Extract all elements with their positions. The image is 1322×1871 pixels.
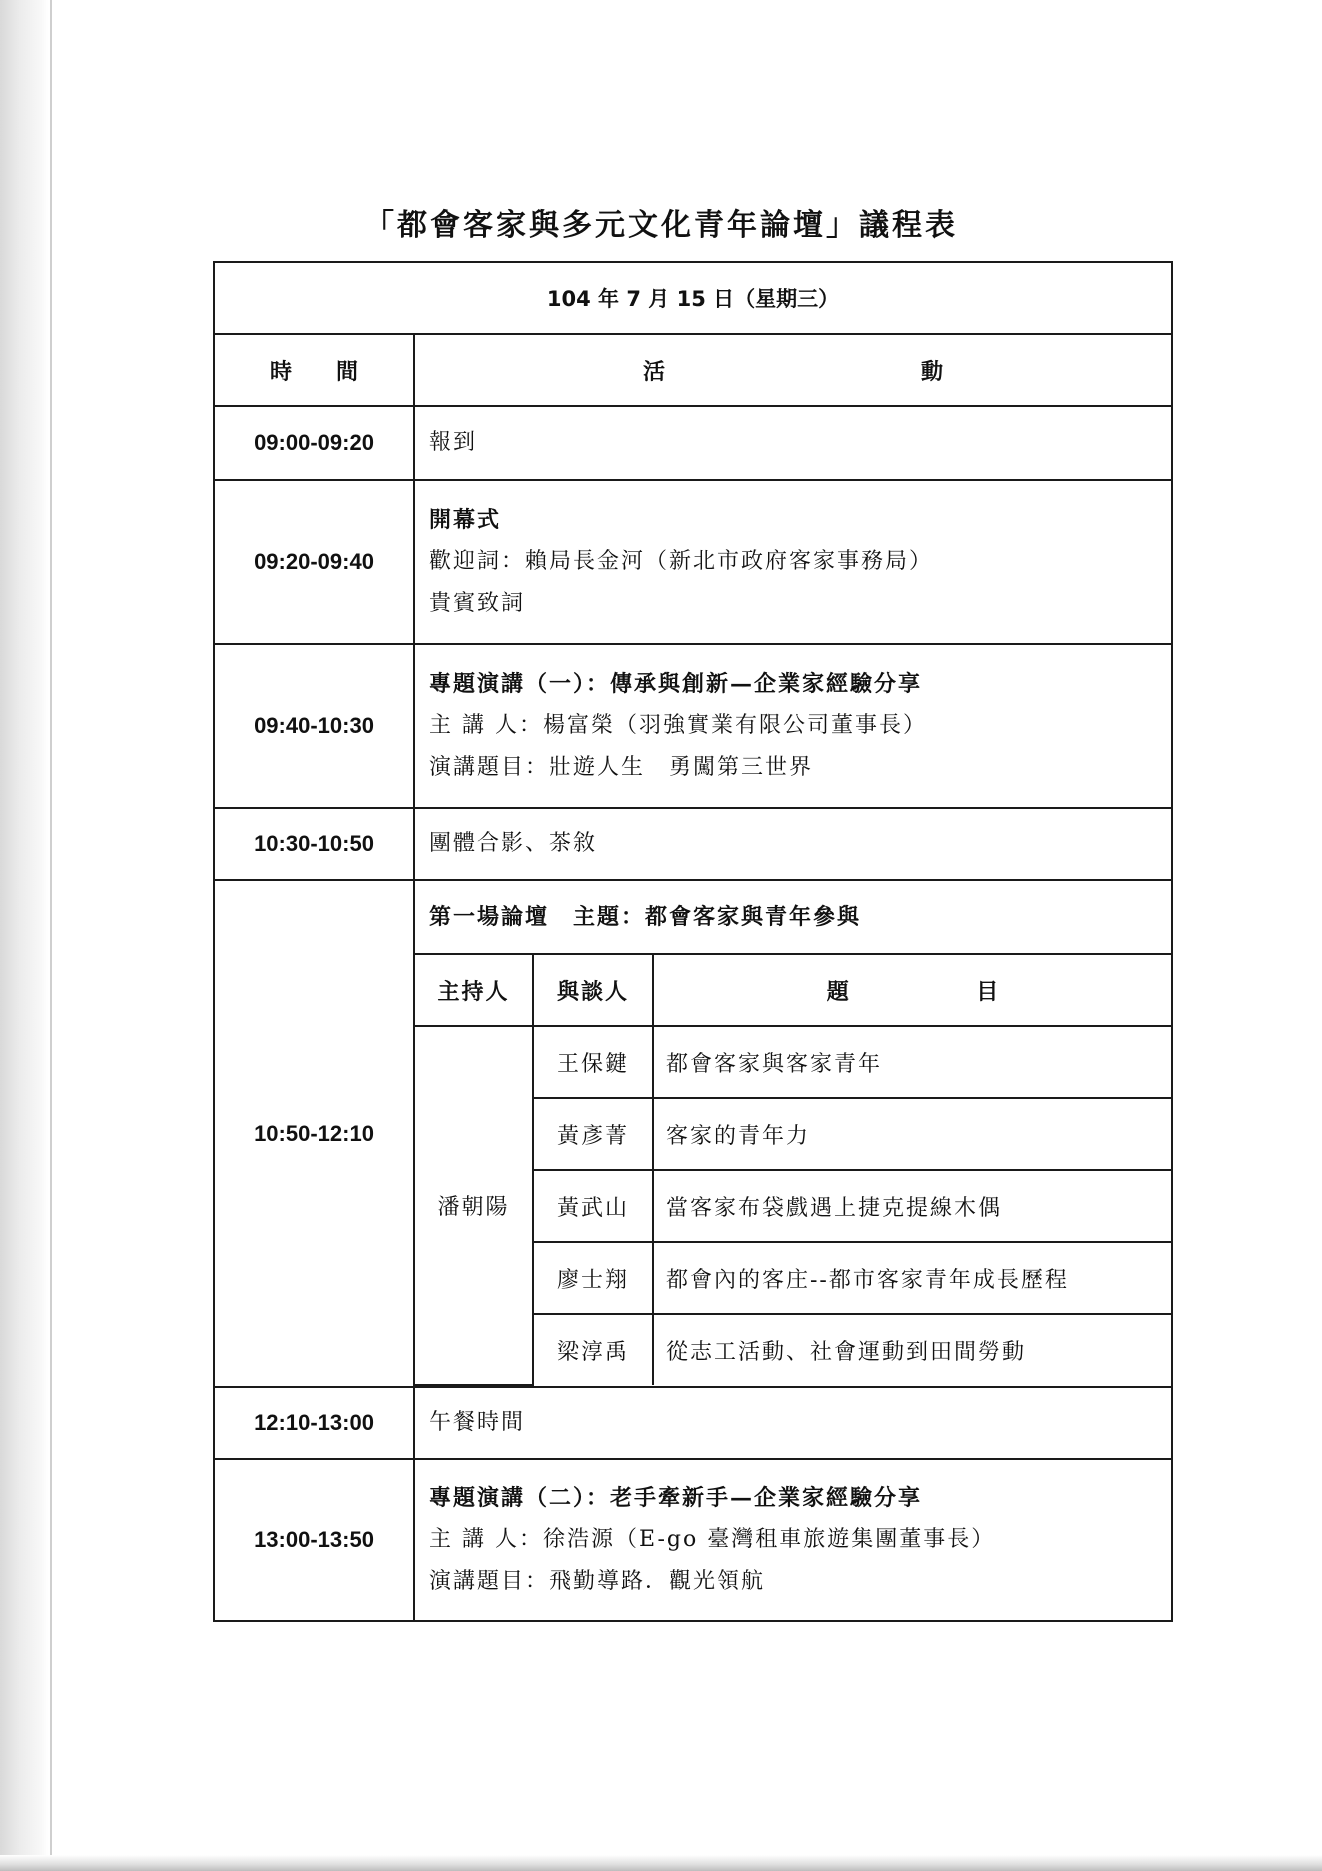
- time-header: 時 間: [214, 334, 414, 406]
- document-title: 「都會客家與多元文化青年論壇」議程表: [364, 208, 958, 243]
- panelist-name: 王保鍵: [533, 1026, 653, 1098]
- date-row: [214, 262, 1172, 334]
- slot-keynote-1: [214, 644, 1172, 808]
- slot-time: 09:20-09:40: [214, 480, 414, 644]
- agenda-table: [213, 261, 1173, 1622]
- slot-activity: 午餐時間: [414, 1387, 1172, 1459]
- slot-time: 13:00-13:50: [214, 1459, 414, 1621]
- scan-shadow-bottom: [0, 1855, 1322, 1871]
- host-col-header: 主持人: [415, 955, 533, 1026]
- panelist-name: 廖士翔: [533, 1242, 653, 1314]
- slot-heading: 開幕式: [429, 507, 502, 533]
- date-cell: 104 年 7 月 15 日（星期三）: [214, 262, 1172, 334]
- forum-title: 第一場論壇 主題：都會客家與青年參與: [415, 881, 1171, 955]
- panel-topic: 都會內的客庄--都市客家青年成長歷程: [653, 1242, 1173, 1314]
- panelist-name: 梁淳禹: [533, 1314, 653, 1385]
- forum-table: [415, 955, 1173, 1386]
- panel-topic: 都會客家與客家青年: [653, 1026, 1173, 1098]
- panelist-name: 黃武山: [533, 1170, 653, 1242]
- slot-heading: 專題演講（二）：老手牽新手—企業家經驗分享: [429, 1485, 923, 1511]
- slot-registration: [214, 406, 1172, 480]
- table-row: [415, 1026, 1173, 1098]
- panel-topic: 當客家布袋戲遇上捷克提線木偶: [653, 1170, 1173, 1242]
- slot-forum: [214, 880, 1172, 1387]
- forum-header-row: [415, 955, 1173, 1026]
- activity-header: 活 動: [414, 334, 1172, 406]
- slot-keynote-2: [214, 1459, 1172, 1621]
- panelist-col-header: 與談人: [533, 955, 653, 1026]
- panel-topic: 客家的青年力: [653, 1098, 1173, 1170]
- slot-activity: 專題演講（一）：傳承與創新—企業家經驗分享 主 講 人：楊富榮（羽強實業有限公司董事長） 演講題目：壯遊人生 勇闖第三世界: [414, 644, 1172, 808]
- slot-time: 12:10-13:00: [214, 1387, 414, 1459]
- scan-edge-line: [50, 0, 52, 1871]
- panel-topic: 從志工活動、社會運動到田間勞動: [653, 1314, 1173, 1385]
- host-name: 潘朝陽: [415, 1026, 533, 1385]
- slot-photo-tea: [214, 808, 1172, 880]
- slot-time: 10:30-10:50: [214, 808, 414, 880]
- topic-col-header: 題 目: [653, 955, 1173, 1026]
- forum-panel: [414, 880, 1172, 1387]
- slot-time: 09:40-10:30: [214, 644, 414, 808]
- panelist-name: 黃彥菁: [533, 1098, 653, 1170]
- slot-activity: 團體合影、茶敘: [414, 808, 1172, 880]
- slot-lunch: [214, 1387, 1172, 1459]
- slot-heading: 專題演講（一）：傳承與創新—企業家經驗分享: [429, 671, 923, 697]
- scan-shadow-left: [0, 0, 48, 1871]
- slot-activity: 專題演講（二）：老手牽新手—企業家經驗分享 主 講 人：徐浩源（E-go 臺灣租車旅遊集團董事長） 演講題目：飛勤導路．觀光領航: [414, 1459, 1172, 1621]
- slot-opening: [214, 480, 1172, 644]
- slot-activity: 報到: [414, 406, 1172, 480]
- header-row: [214, 334, 1172, 406]
- slot-activity: 開幕式 歡迎詞：賴局長金河（新北市政府客家事務局） 貴賓致詞: [414, 480, 1172, 644]
- slot-time: 09:00-09:20: [214, 406, 414, 480]
- slot-time: 10:50-12:10: [214, 880, 414, 1387]
